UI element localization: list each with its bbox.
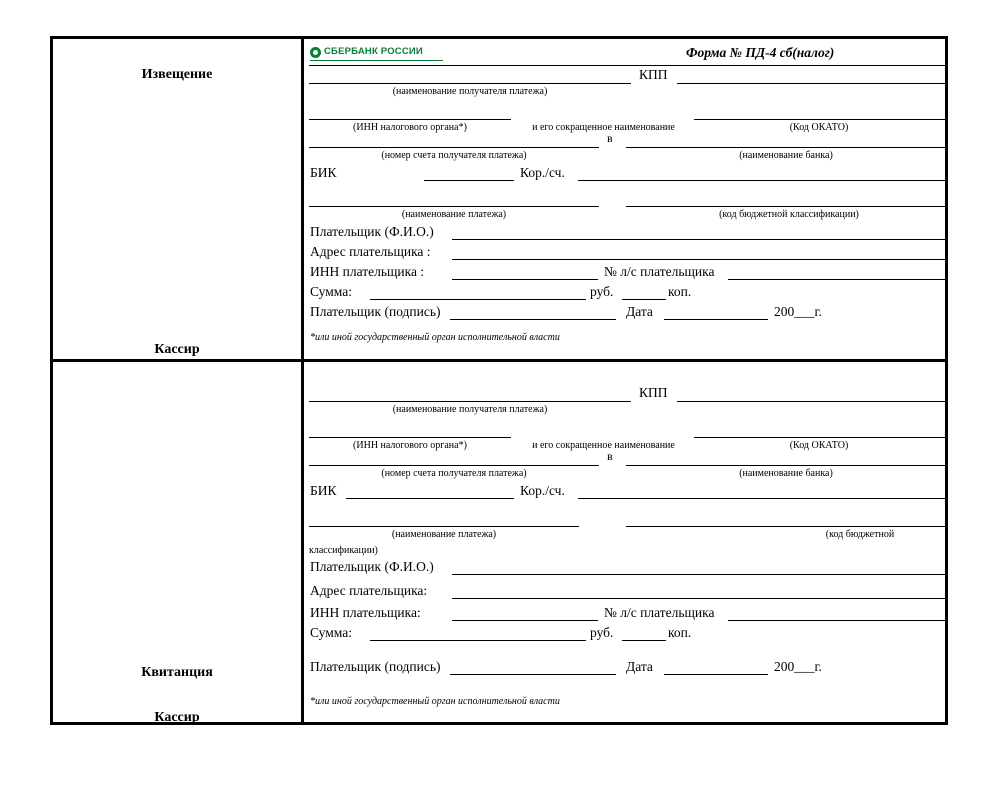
payer-fio-field-line-2[interactable] [452, 574, 948, 575]
kpp-field-line-2[interactable] [677, 401, 948, 402]
sum-kop-field-line[interactable] [622, 299, 666, 300]
payer-address-field-line[interactable] [452, 259, 948, 260]
kpp-label: КПП [639, 67, 668, 82]
sum-kop-field-line-2[interactable] [622, 640, 666, 641]
kop-label: коп. [668, 284, 692, 299]
bik-field-line[interactable] [424, 180, 514, 181]
receipt-block-body [304, 359, 948, 728]
payer-inn-field-line[interactable] [452, 279, 598, 280]
payer-inn-field-line-2[interactable] [452, 620, 598, 621]
korsch-label-2: Кор./сч. [520, 483, 565, 498]
payer-sign-label-2: Плательщик (подпись) [310, 659, 441, 674]
caption-short-name-2: и его сокращенное наименование [532, 440, 675, 451]
kop-label-2: коп. [668, 625, 692, 640]
form-outer-frame [50, 36, 948, 725]
date-field-line-2[interactable] [664, 674, 768, 675]
payment-name-field-line[interactable] [309, 206, 599, 207]
okato-field-line-2[interactable] [694, 437, 948, 438]
okato-field-line[interactable] [694, 119, 948, 120]
budget-code-field-line[interactable] [626, 206, 948, 207]
bank-name-field-line-2[interactable] [626, 465, 948, 466]
sberbank-logo-icon [310, 45, 445, 61]
date-label-2: Дата [626, 659, 653, 674]
sum-label: Сумма: [310, 284, 352, 299]
caption-budget-code-line2: классификации) [309, 545, 378, 556]
payer-address-field-line-2[interactable] [452, 598, 948, 599]
logo-underline [310, 60, 443, 61]
payer-sign-field-line-2[interactable] [450, 674, 616, 675]
payment-name-field-line-2[interactable] [309, 526, 579, 527]
caption-budget-code: (код бюджетной классификации) [719, 209, 859, 220]
header-rule [309, 65, 948, 66]
korsch-field-line[interactable] [578, 180, 948, 181]
recipient-field-line-2[interactable] [309, 401, 631, 402]
payer-inn-label: ИНН плательщика : [310, 264, 425, 279]
payer-ls-label: № л/с плательщика [604, 264, 715, 279]
caption-okato-2: (Код ОКАТО) [789, 440, 849, 451]
sum-label-2: Сумма: [310, 625, 352, 640]
account-field-line-2[interactable] [309, 465, 599, 466]
label-cashier-top: Кассир [154, 342, 200, 357]
caption-short-name: и его сокращенное наименование [532, 122, 675, 133]
sum-rub-field-line[interactable] [370, 299, 586, 300]
inn-field-line-2[interactable] [309, 437, 511, 438]
caption-bank-name: (наименование банка) [739, 150, 833, 161]
caption-okato: (Код ОКАТО) [789, 122, 849, 133]
year-label-2: 200___г. [774, 659, 822, 674]
footnote-bottom: *или иной государственный орган исполнительной власти [310, 696, 560, 707]
recipient-field-line[interactable] [309, 83, 631, 84]
label-receipt: Квитанция [141, 665, 213, 680]
year-label: 200___г. [774, 304, 822, 319]
payer-ls-field-line-2[interactable] [728, 620, 948, 621]
date-field-line[interactable] [664, 319, 768, 320]
caption-bank-name-2: (наименование банка) [739, 468, 833, 479]
payer-address-label: Адрес плательщика : [310, 244, 431, 259]
sberbank-mark-icon [310, 47, 321, 58]
payer-sign-field-line[interactable] [450, 319, 616, 320]
payer-fio-label-2: Плательщик (Ф.И.О.) [310, 559, 434, 574]
budget-code-field-line-2[interactable] [626, 526, 948, 527]
bik-label-2: БИК [310, 483, 337, 498]
payer-sign-label: Плательщик (подпись) [310, 304, 441, 319]
caption-payment-name-2: (наименование платежа) [391, 529, 497, 540]
caption-inn-2: (ИНН налогового органа*) [353, 440, 467, 451]
rub-label: руб. [590, 284, 614, 299]
payer-inn-label-2: ИНН плательщика: [310, 605, 421, 620]
bank-name-field-line[interactable] [626, 147, 948, 148]
sum-rub-field-line-2[interactable] [370, 640, 586, 641]
caption-payment-name: (наименование платежа) [401, 209, 507, 220]
payer-address-label-2: Адрес плательщика: [310, 583, 428, 598]
payer-ls-field-line[interactable] [728, 279, 948, 280]
label-notice: Извещение [141, 67, 213, 82]
caption-account: (номер счета получателя платежа) [381, 150, 527, 161]
bik-field-line-2[interactable] [346, 498, 514, 499]
account-field-line[interactable] [309, 147, 599, 148]
form-number: Форма № ПД-4 сб(налог) [686, 45, 835, 60]
footnote-top: *или иной государственный орган исполнительной власти [310, 332, 560, 343]
kpp-label-2: КПП [639, 385, 668, 400]
date-label: Дата [626, 304, 653, 319]
payer-fio-label: Плательщик (Ф.И.О.) [310, 224, 434, 239]
korsch-field-line-2[interactable] [578, 498, 948, 499]
caption-recipient-2: (наименование получателя платежа) [392, 404, 548, 415]
v-label: в [607, 131, 613, 145]
caption-account-2: (номер счета получателя платежа) [381, 468, 527, 479]
label-cashier-bottom: Кассир [154, 710, 200, 725]
sberbank-logo-text: СБЕРБАНК РОССИИ [324, 46, 423, 57]
inn-field-line[interactable] [309, 119, 511, 120]
caption-budget-code-line1: (код бюджетной [825, 529, 895, 540]
payer-ls-label-2: № л/с плательщика [604, 605, 715, 620]
kpp-field-line[interactable] [677, 83, 948, 84]
rub-label-2: руб. [590, 625, 614, 640]
korsch-label: Кор./сч. [520, 165, 565, 180]
payer-fio-field-line[interactable] [452, 239, 948, 240]
bik-label: БИК [310, 165, 337, 180]
caption-inn: (ИНН налогового органа*) [353, 122, 467, 133]
caption-recipient: (наименование получателя платежа) [392, 86, 548, 97]
v-label-2: в [607, 449, 613, 463]
